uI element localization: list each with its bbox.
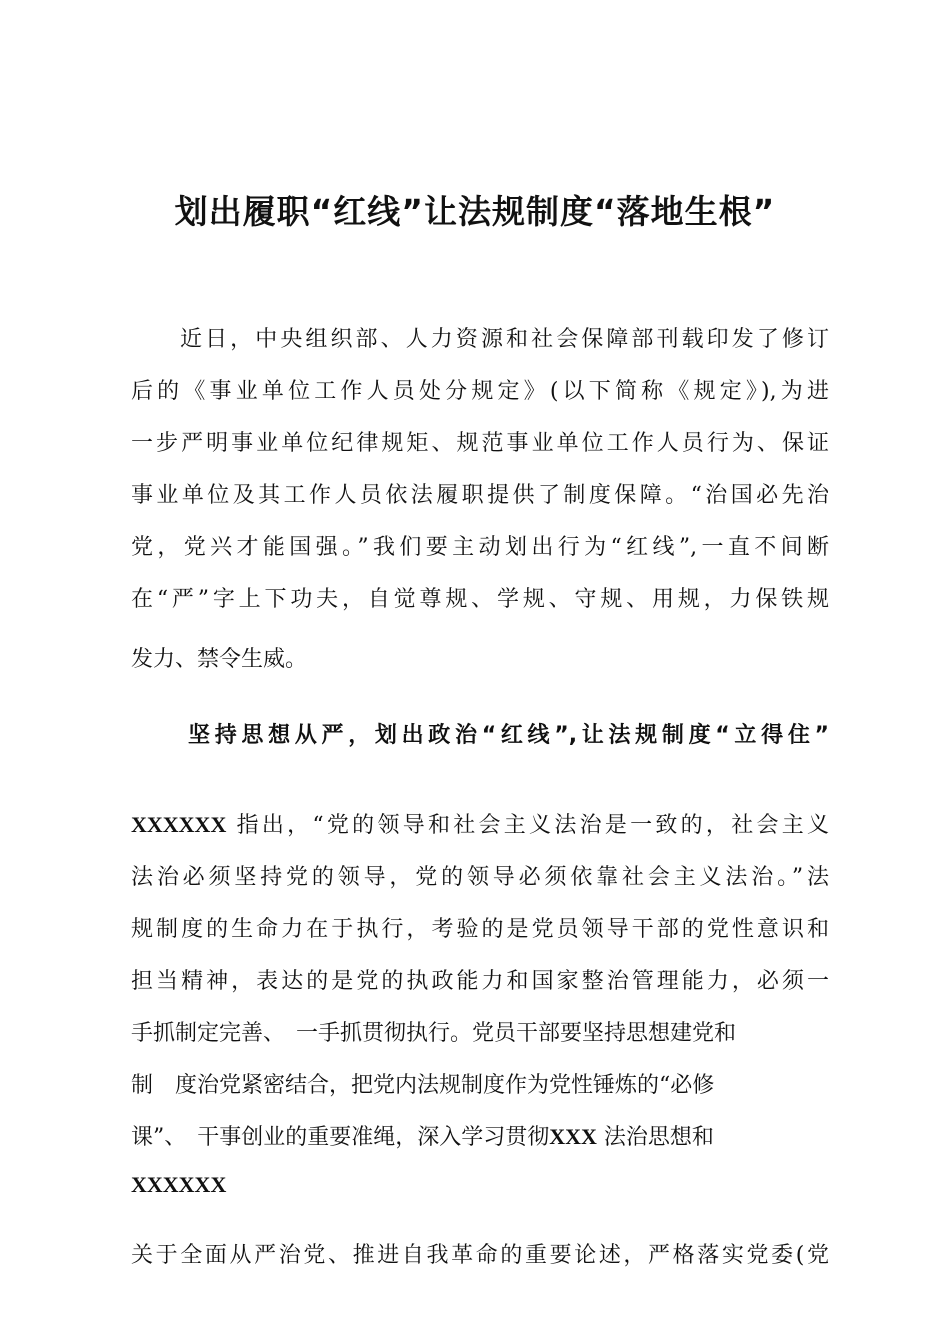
paragraph-line: 法治必须坚持党的领导，党的领导必须依靠社会主义法治。”法 [131, 865, 829, 890]
paragraph-line: 一步严明事业单位纪律规矩、规范事业单位工作人员行为、保证 [131, 431, 829, 456]
paragraph-text: 指出，“党的领导和社会主义法治是一致的，社会主义 [236, 813, 829, 838]
redacted-text: XXXXXX [131, 812, 227, 837]
paragraph-text: 法治思想和 [603, 1125, 714, 1150]
paragraph-line: 近日，中央组织部、人力资源和社会保障部刊载印发了修订 [180, 327, 829, 352]
paragraph-line: 手抓制定完善、 一手抓贯彻执行。党员干部要坚持思想建党和 [131, 1021, 737, 1046]
paragraph-line: 在“严”字上下功夫，自觉尊规、学规、守规、用规，力保铁规 [131, 587, 829, 612]
paragraph-line [131, 1120, 714, 1151]
paragraph-line: 制 度治党紧密结合，把党内法规制度作为党性锤炼的“必修 [131, 1073, 715, 1098]
section-heading: 坚持思想从严，划出政治“红线”,让法规制度“立得住” [188, 723, 829, 748]
redacted-text: XXXXXX [131, 1172, 227, 1197]
paragraph-line: 党，党兴才能国强。”我们要主动划出行为“红线”,一直不间断 [131, 535, 829, 560]
paragraph-line: 关于全面从严治党、推进自我革命的重要论述，严格落实党委(党 [131, 1243, 829, 1268]
paragraph-line: 后的《事业单位工作人员处分规定》(以下简称《规定》),为进 [131, 379, 829, 404]
paragraph-line: 规制度的生命力在于执行，考验的是党员领导干部的党性意识和 [131, 917, 829, 942]
document-title: 划出履职“红线”让法规制度“落地生根” [174, 192, 776, 231]
paragraph-line: 担当精神，表达的是党的执政能力和国家整治管理能力，必须一 [131, 969, 829, 994]
paragraph-line [131, 808, 829, 839]
paragraph-line: 事业单位及其工作人员依法履职提供了制度保障。“治国必先治 [131, 483, 829, 508]
paragraph-line: 发力、禁令生威。 [131, 647, 308, 672]
paragraph-text: 课”、 干事创业的重要准绳，深入学习贯彻 [131, 1125, 550, 1150]
redacted-text: XXX [549, 1124, 597, 1149]
